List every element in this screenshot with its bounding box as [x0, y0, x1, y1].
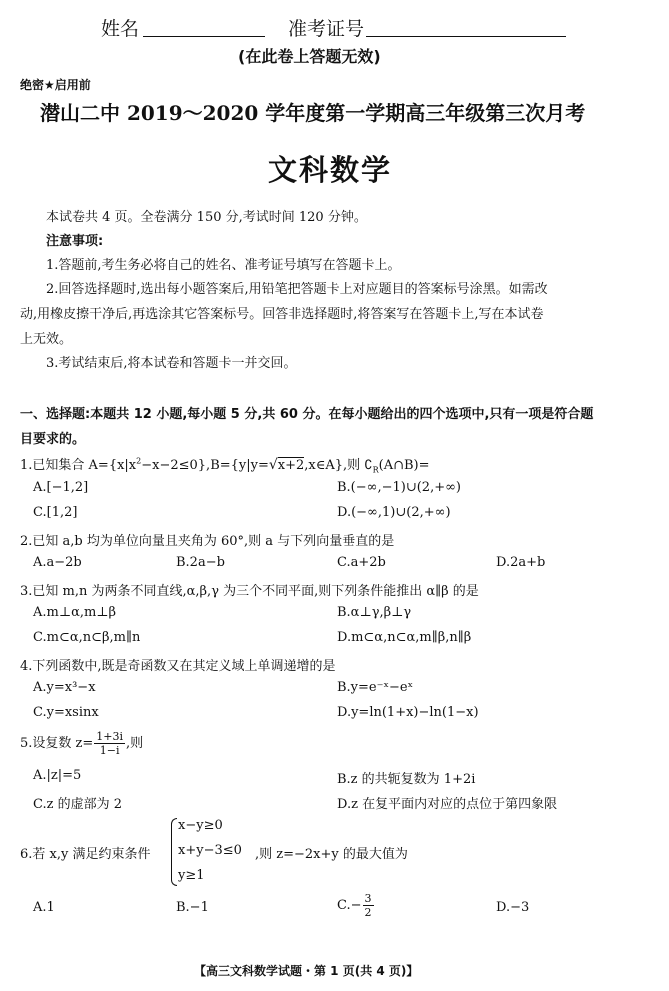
q6-option-c[interactable] [337, 893, 375, 918]
q1-stem: 1.已知集合 $A=\{x|x^2-x-2\le 0\},B=\{y|y=√x+2,x\in A\}$,则 $∁_R(A\cap B)=$ [20, 456, 430, 475]
q1-stem-part-b: −x−2≤0},B={y|y= [141, 458, 269, 473]
q6-constraint-3: y≥1 [178, 868, 205, 883]
q3-stem: 3.已知 m,n 为两条不同直线,α,β,γ 为三个不同平面,则下列条件能推出 α∥β 的是 [20, 584, 479, 599]
q5-stem-part-b: ,则 [126, 736, 144, 751]
q5-option-c[interactable]: C.z 的虚部为 2 [33, 797, 123, 812]
q6-option-a[interactable]: A.1 [33, 900, 55, 915]
q5-numerator: 1+3i [96, 730, 124, 743]
q1-option-d[interactable]: D.(−∞,1)∪(2,+∞) [337, 505, 451, 520]
page-footer: 【高三文科数学试题・第 1 页(共 4 页)】 [194, 964, 419, 978]
q4-option-d[interactable]: D.y=ln(1+x)−ln(1−x) [337, 705, 479, 720]
name-blank[interactable] [143, 36, 265, 37]
q6-option-c-prefix: C.− [337, 898, 362, 913]
q3-option-c[interactable]: C.m⊂α,n⊂β,m∥n [33, 630, 141, 645]
q2-option-b[interactable]: B.2a−b [176, 555, 225, 570]
q6-option-b[interactable]: B.−1 [176, 900, 209, 915]
q4-stem: 4.下列函数中,既是奇函数又在其定义域上单调递增的是 [20, 659, 336, 674]
q4-option-c[interactable]: C.y=xsinx [33, 705, 99, 720]
q4-option-a[interactable]: A.y=x³−x [33, 680, 96, 695]
q1-sqrt-content: x+2 [277, 458, 305, 473]
note-1: 1.答题前,考生务必将自己的姓名、准考证号填写在答题卡上。 [46, 258, 401, 273]
exam-id-blank[interactable] [366, 36, 566, 37]
q6-option-c-numerator: 3 [364, 892, 372, 905]
q5-denominator: 1−i [99, 744, 120, 757]
section-1-line-2: 目要求的。 [20, 432, 86, 447]
q6-stem-part-a: 6.若 x,y 满足约束条件 [20, 847, 151, 862]
q1-stem-part-d: ,x∈A},则 ∁ [304, 458, 373, 473]
q6-option-c-fraction [363, 893, 374, 918]
q3-option-b[interactable]: B.α⊥γ,β⊥γ [337, 605, 412, 620]
q1-option-b[interactable]: B.(−∞,−1)∪(2,+∞) [337, 480, 462, 495]
exam-id-label: 准考证号 [288, 18, 365, 40]
q5-stem-part-a: 5.设复数 z= [20, 736, 94, 751]
exam-title: 潜山二中 2019～2020 学年度第一学期高三年级第三次月考 [40, 101, 586, 125]
q3-option-a[interactable]: A.m⊥α,m⊥β [33, 605, 117, 620]
subject-title: 文科数学 [268, 153, 393, 187]
note-2-line-2: 动,用橡皮擦干净后,再选涂其它答案标号。回答非选择题时,将答案写在答题卡上,写在本试卷 [20, 307, 544, 322]
note-3: 3.考试结束后,将本试卷和答题卡一并交回。 [46, 356, 297, 371]
q6-option-d[interactable]: D.−3 [496, 900, 530, 915]
note-2-line-3: 上无效。 [20, 332, 73, 347]
q6-stem-part-b: ,则 z=−2x+y 的最大值为 [255, 847, 408, 862]
q5-stem [20, 731, 143, 756]
q2-option-a[interactable]: A.a−2b [33, 555, 82, 570]
name-label: 姓名 [101, 18, 140, 40]
q1-option-c[interactable]: C.[1,2] [33, 505, 78, 520]
q4-option-b[interactable]: B.y=e⁻ˣ−eˣ [337, 680, 414, 695]
q5-option-b[interactable]: B.z 的共轭复数为 1+2i [337, 772, 476, 787]
q2-option-d[interactable]: D.2a+b [496, 555, 546, 570]
q6-option-c-denominator: 2 [364, 906, 372, 919]
q6-constraint-2: x+y−3≤0 [178, 843, 242, 858]
notes-heading: 注意事项: [46, 234, 104, 249]
note-2-line-1: 2.回答选择题时,选出每小题答案后,用铅笔把答题卡上对应题目的答案标号涂黑。如需改 [46, 282, 548, 297]
q1-stem-part-e: (A∩B)= [378, 458, 430, 473]
q5-option-d[interactable]: D.z 在复平面内对应的点位于第四象限 [337, 797, 558, 812]
q5-option-a[interactable]: A.|z|=5 [33, 768, 82, 783]
q3-option-d[interactable]: D.m⊂α,n⊂α,m∥β,n∥β [337, 630, 472, 645]
q1-stem-part-a: 1.已知集合 A={x|x [20, 458, 137, 473]
q6-constraint-brace [171, 818, 177, 886]
q1-option-a[interactable]: A.[−1,2] [33, 480, 89, 495]
confidential-mark: 绝密★启用前 [20, 78, 91, 92]
q5-fraction [94, 731, 125, 756]
section-1-line-1: 一、选择题:本题共 12 小题,每小题 5 分,共 60 分。在每小题给出的四个选项中,只有一项是符合题 [20, 407, 594, 422]
invalid-notice: (在此卷上答题无效) [238, 47, 381, 66]
q2-option-c[interactable]: C.a+2b [337, 555, 386, 570]
q6-constraint-1: x−y≥0 [178, 818, 223, 833]
intro-text: 本试卷共 4 页。全卷满分 150 分,考试时间 120 分钟。 [46, 210, 367, 225]
q2-stem: 2.已知 a,b 均为单位向量且夹角为 60°,则 a 与下列向量垂直的是 [20, 534, 395, 549]
